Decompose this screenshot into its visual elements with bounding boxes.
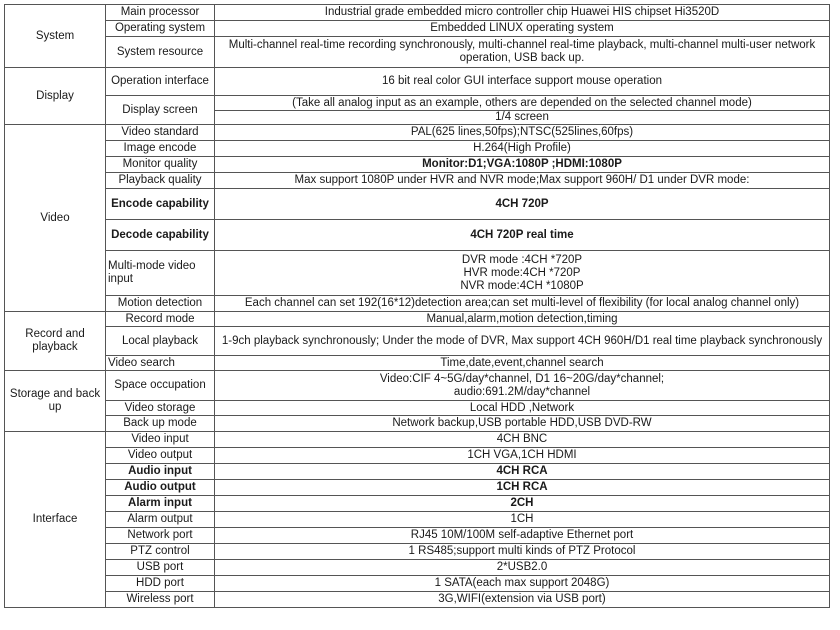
table-row <box>5 448 830 464</box>
table-row <box>5 496 830 512</box>
table-row <box>5 296 830 312</box>
category-cell: Interface <box>5 432 106 608</box>
item-cell: Decode capability <box>106 220 215 251</box>
item-cell: Alarm input <box>106 496 215 512</box>
item-cell: Wireless port <box>106 592 215 608</box>
value-cell: 1CH <box>215 512 830 528</box>
value-line: NVR mode:4CH *1080P <box>460 279 584 292</box>
value-cell: Max support 1080P under HVR and NVR mode;Max support 960H/ D1 under DVR mode: <box>215 173 830 189</box>
item-cell: Record mode <box>106 312 215 327</box>
table-row <box>5 21 830 37</box>
item-cell: Multi-mode video input <box>106 251 215 296</box>
table-row <box>5 356 830 371</box>
table-row <box>5 251 830 296</box>
table-row <box>5 432 830 448</box>
value-cell: Local HDD ,Network <box>215 401 830 416</box>
value-cell: 1 SATA(each max support 2048G) <box>215 576 830 592</box>
table-row <box>5 312 830 327</box>
category-cell: Storage and back up <box>5 371 106 432</box>
item-cell: Video input <box>106 432 215 448</box>
value-cell: 2CH <box>215 496 830 512</box>
item-cell: Monitor quality <box>106 157 215 173</box>
table-row <box>5 560 830 576</box>
table-row <box>5 5 830 21</box>
item-cell: Back up mode <box>106 416 215 432</box>
category-cell: Video <box>5 125 106 312</box>
category-cell: System <box>5 5 106 68</box>
table-row <box>5 141 830 157</box>
table-row <box>5 416 830 432</box>
item-cell: Motion detection <box>106 296 215 312</box>
table-row <box>5 576 830 592</box>
table-row <box>5 464 830 480</box>
value-cell: Industrial grade embedded micro controller chip Huawei HIS chipset Hi3520D <box>215 5 830 21</box>
item-cell: HDD port <box>106 576 215 592</box>
table-row <box>5 220 830 251</box>
value-line: HVR mode:4CH *720P <box>463 266 581 279</box>
item-cell: Display screen <box>106 96 215 125</box>
item-cell: USB port <box>106 560 215 576</box>
value-cell: 4CH 720P real time <box>215 220 830 251</box>
table-row <box>5 512 830 528</box>
table-row <box>5 371 830 401</box>
value-cell: Time,date,event,channel search <box>215 356 830 371</box>
value-cell: RJ45 10M/100M self-adaptive Ethernet port <box>215 528 830 544</box>
spec-table <box>4 4 830 608</box>
value-line: DVR mode :4CH *720P <box>461 253 583 266</box>
table-row <box>5 96 830 111</box>
item-cell: Space occupation <box>106 371 215 401</box>
value-cell: 1CH VGA,1CH HDMI <box>215 448 830 464</box>
item-cell: Operation interface <box>106 68 215 96</box>
item-cell: Audio output <box>106 480 215 496</box>
value-cell: Embedded LINUX operating system <box>215 21 830 37</box>
value-cell: 1 RS485;support multi kinds of PTZ Protocol <box>215 544 830 560</box>
item-cell: Image encode <box>106 141 215 157</box>
value-cell: 1/4 screen <box>215 111 830 125</box>
item-cell: Video storage <box>106 401 215 416</box>
category-cell: Display <box>5 68 106 125</box>
item-cell: Encode capability <box>106 189 215 220</box>
item-cell: PTZ control <box>106 544 215 560</box>
value-cell: PAL(625 lines,50fps);NTSC(525lines,60fps) <box>215 125 830 141</box>
table-row <box>5 189 830 220</box>
value-cell: 4CH RCA <box>215 464 830 480</box>
item-cell: Playback quality <box>106 173 215 189</box>
item-cell: System resource <box>106 37 215 68</box>
value-cell: 4CH 720P <box>215 189 830 220</box>
table-row <box>5 401 830 416</box>
value-line: audio:691.2M/day*channel <box>453 385 591 398</box>
value-cell: 3G,WIFI(extension via USB port) <box>215 592 830 608</box>
value-cell: 4CH BNC <box>215 432 830 448</box>
value-line: Video:CIF 4~5G/day*channel, D1 16~20G/day*channel; <box>379 372 665 385</box>
table-row <box>5 157 830 173</box>
item-cell: Main processor <box>106 5 215 21</box>
item-cell: Video standard <box>106 125 215 141</box>
table-row <box>5 173 830 189</box>
item-cell: Video search <box>106 356 215 371</box>
table-row <box>5 544 830 560</box>
item-cell: Local playback <box>106 327 215 356</box>
value-cell <box>215 371 830 401</box>
value-cell: Manual,alarm,motion detection,timing <box>215 312 830 327</box>
value-cell: (Take all analog input as an example, others are depended on the selected channel mode) <box>215 96 830 111</box>
value-cell: Network backup,USB portable HDD,USB DVD-RW <box>215 416 830 432</box>
table-row <box>5 125 830 141</box>
item-cell: Audio input <box>106 464 215 480</box>
value-cell: Each channel can set 192(16*12)detection area;can set multi-level of flexibility (for local analog channel only) <box>215 296 830 312</box>
value-cell: 16 bit real color GUI interface support mouse operation <box>215 68 830 96</box>
value-cell: 1-9ch playback synchronously; Under the mode of DVR, Max support 4CH 960H/D1 real time playback synchronously <box>215 327 830 356</box>
item-cell: Operating system <box>106 21 215 37</box>
table-row <box>5 68 830 96</box>
value-cell: Multi-channel real-time recording synchronously, multi-channel real-time playback, multi-channel multi-user network operation, USB back up. <box>215 37 830 68</box>
table-row <box>5 592 830 608</box>
item-cell: Video output <box>106 448 215 464</box>
item-cell: Network port <box>106 528 215 544</box>
value-cell: H.264(High Profile) <box>215 141 830 157</box>
table-row <box>5 528 830 544</box>
value-cell: 2*USB2.0 <box>215 560 830 576</box>
item-cell: Alarm output <box>106 512 215 528</box>
category-cell: Record and playback <box>5 312 106 371</box>
value-cell: 1CH RCA <box>215 480 830 496</box>
value-cell: Monitor:D1;VGA:1080P ;HDMI:1080P <box>215 157 830 173</box>
table-row <box>5 480 830 496</box>
table-row <box>5 327 830 356</box>
table-row <box>5 37 830 68</box>
value-cell <box>215 251 830 296</box>
